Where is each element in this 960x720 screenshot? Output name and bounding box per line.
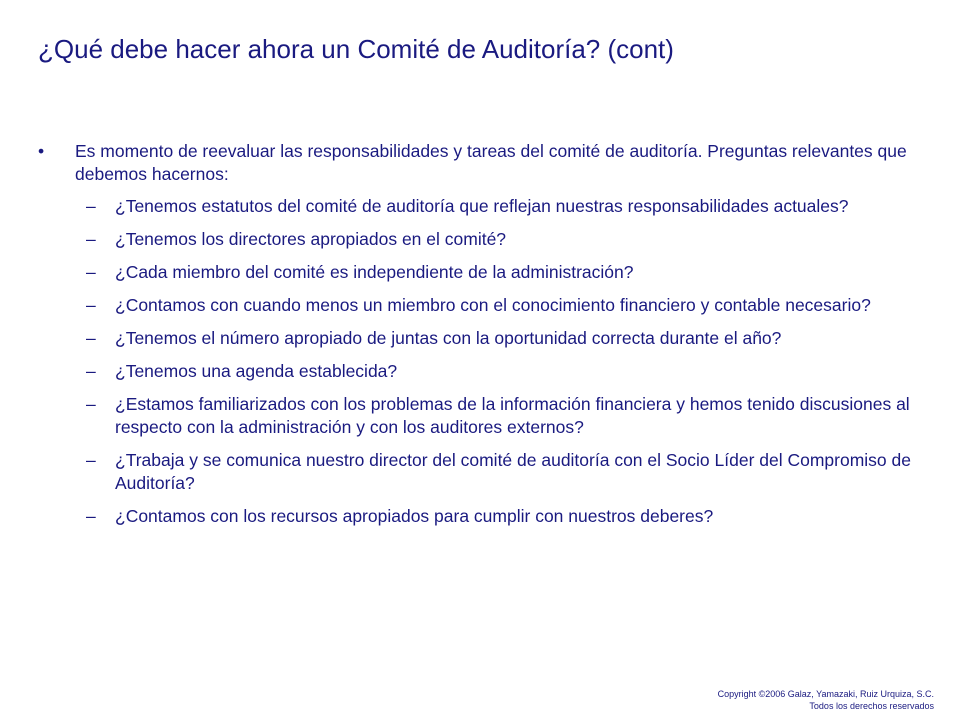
question-text: ¿Tenemos los directores apropiados en el comité? xyxy=(115,229,507,249)
question-item xyxy=(38,393,935,439)
question-text: ¿Estamos familiarizados con los problemas de la información financiera y hemos tenido discusiones al respecto con la administración y con los auditores externos? xyxy=(115,394,910,437)
copyright-text: Copyright ©2006 Galaz, Yamazaki, Ruiz Urquiza, S.C. xyxy=(717,689,934,699)
dash-marker: – xyxy=(86,361,96,381)
dash-marker: – xyxy=(86,262,96,282)
question-item xyxy=(38,327,935,350)
main-bullet xyxy=(38,140,918,186)
question-item xyxy=(38,505,935,528)
dash-marker: – xyxy=(86,196,96,216)
question-item xyxy=(38,261,935,284)
copyright-footer xyxy=(718,688,934,712)
question-item xyxy=(38,294,935,317)
dash-marker: – xyxy=(86,450,96,470)
question-text: ¿Tenemos el número apropiado de juntas con la oportunidad correcta durante el año? xyxy=(115,328,782,348)
dash-marker: – xyxy=(86,394,96,414)
question-item xyxy=(38,228,935,251)
question-text: ¿Contamos con los recursos apropiados para cumplir con nuestros deberes? xyxy=(115,506,714,526)
dash-marker: – xyxy=(86,328,96,348)
dash-marker: – xyxy=(86,295,96,315)
slide-title: ¿Qué debe hacer ahora un Comité de Auditoría? (cont) xyxy=(38,34,674,64)
question-item xyxy=(38,195,935,218)
question-item xyxy=(38,449,935,495)
question-text: ¿Cada miembro del comité es independiente de la administración? xyxy=(115,262,634,282)
question-text: ¿Tenemos una agenda establecida? xyxy=(115,361,398,381)
question-list xyxy=(38,195,918,528)
bullet-marker: • xyxy=(38,141,45,161)
question-text: ¿Tenemos estatutos del comité de auditoría que reflejan nuestras responsabilidades actuales? xyxy=(115,196,849,216)
question-item xyxy=(38,360,935,383)
rights-text: Todos los derechos reservados xyxy=(809,701,934,711)
slide-content xyxy=(38,140,918,538)
question-text: ¿Contamos con cuando menos un miembro con el conocimiento financiero y contable necesario? xyxy=(115,295,871,315)
dash-marker: – xyxy=(86,506,96,526)
main-bullet-text: Es momento de reevaluar las responsabilidades y tareas del comité de auditoría. Preguntas relevantes que debemos hacernos: xyxy=(75,141,907,184)
question-text: ¿Trabaja y se comunica nuestro director del comité de auditoría con el Socio Líder del Compromiso de Auditoría? xyxy=(115,450,911,493)
dash-marker: – xyxy=(86,229,96,249)
